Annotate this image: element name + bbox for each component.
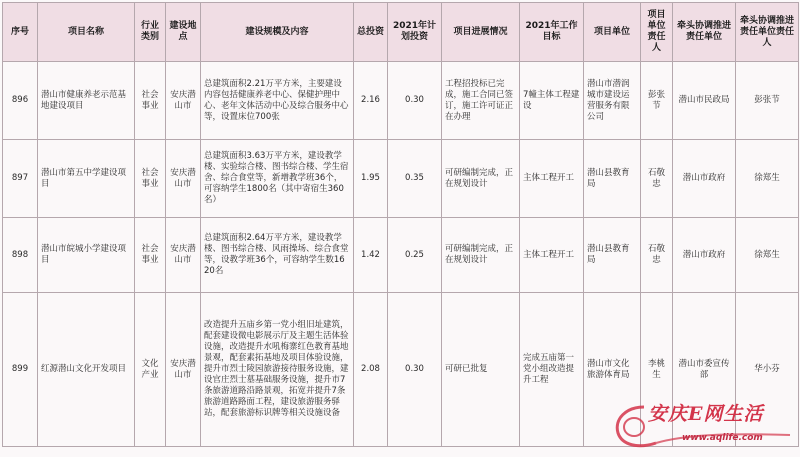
watermark-url: www.aqlife.com: [682, 433, 763, 443]
cell-seq: 898: [3, 218, 38, 293]
cell-unit: 潜山市文化旅游体育局: [584, 293, 641, 447]
cell-industry: 文化产业: [135, 293, 166, 447]
cell-lead-person: 徐郑生: [736, 218, 799, 293]
table-row: [3, 218, 799, 293]
header-plan2021: 2021年计划投资: [388, 3, 442, 62]
cell-progress: 可研编制完成，正在规划设计: [442, 218, 520, 293]
cell-unit-person: 石敬忠: [641, 218, 673, 293]
cell-industry: 社会事业: [135, 140, 166, 218]
header-seq: 序号: [3, 3, 38, 62]
cell-plan2021: 0.30: [388, 62, 442, 140]
cell-unit-person: 李桃生: [641, 293, 673, 447]
header-name: 项目名称: [38, 3, 135, 62]
cell-progress: 工程招投标已完成，施工合同已签订，施工许可证正在办理: [442, 62, 520, 140]
cell-name: 潜山市皖城小学建设项目: [38, 218, 135, 293]
cell-total: 2.16: [354, 62, 388, 140]
cell-name: 潜山市第五中学建设项目: [38, 140, 135, 218]
cell-industry: 社会事业: [135, 62, 166, 140]
cell-seq: 899: [3, 293, 38, 447]
header-lead-unit: 牵头协调推进责任单位: [673, 3, 736, 62]
cell-scale: 总建筑面积2.21万平方米，主要建设内容包括健康养老中心、保健护理中心、老年文体活动中心及综合服务中心等，设置床位700张: [201, 62, 354, 140]
cell-lead-person: 华小芬: [736, 293, 799, 447]
cell-location: 安庆潜山市: [166, 62, 201, 140]
cell-unit: 潜山市潜润城市建设运营服务有限公司: [584, 62, 641, 140]
cell-progress: 可研已批复: [442, 293, 520, 447]
cell-scale: 总建筑面积2.64万平方米，建设教学楼、图书综合楼、风雨操场、综合食堂等，设教学班36个，可容纳学生数1620名: [201, 218, 354, 293]
cell-unit: 潜山县教育局: [584, 140, 641, 218]
header-scale: 建设规模及内容: [201, 3, 354, 62]
cell-location: 安庆潜山市: [166, 293, 201, 447]
header-industry: 行业类别: [135, 3, 166, 62]
header-lead-person: 牵头协调推进责任单位责任人: [736, 3, 799, 62]
cell-lead-unit: 潜山市委宣传部: [673, 293, 736, 447]
cell-unit-person: 彭张节: [641, 62, 673, 140]
cell-plan2021: 0.35: [388, 140, 442, 218]
cell-total: 1.95: [354, 140, 388, 218]
cell-name: 红源潜山文化开发项目: [38, 293, 135, 447]
cell-industry: 社会事业: [135, 218, 166, 293]
cell-target2021: 完成五庙第一党小组改造提升工程: [520, 293, 584, 447]
site-watermark: [604, 393, 794, 455]
cell-lead-unit: 潜山市民政局: [673, 62, 736, 140]
cell-scale: 总建筑面积3.63万平方米，建设教学楼、实验综合楼、图书综合楼、学生宿舍、综合食堂等，新增教学班36个，可容纳学生1800名（其中寄宿生360名）: [201, 140, 354, 218]
cell-seq: 897: [3, 140, 38, 218]
table-row: [3, 62, 799, 140]
header-target2021: 2021年工作目标: [520, 3, 584, 62]
cell-total: 1.42: [354, 218, 388, 293]
cell-target2021: 7幢主体工程建设: [520, 62, 584, 140]
cell-seq: 896: [3, 62, 38, 140]
header-total: 总投资: [354, 3, 388, 62]
cell-total: 2.08: [354, 293, 388, 447]
cell-unit: 潜山县教育局: [584, 218, 641, 293]
cell-location: 安庆潜山市: [166, 140, 201, 218]
table-row: [3, 140, 799, 218]
cell-lead-unit: 潜山市政府: [673, 218, 736, 293]
watermark-text: 安庆E网生活: [648, 403, 764, 425]
cell-name: 潜山市健康养老示范基地建设项目: [38, 62, 135, 140]
cell-lead-person: 彭张节: [736, 62, 799, 140]
cell-target2021: 主体工程开工: [520, 218, 584, 293]
cell-lead-unit: 潜山市政府: [673, 140, 736, 218]
header-location: 建设地点: [166, 3, 201, 62]
cell-scale: 改造提升五庙乡第一党小组旧址建筑，配套建设微电影展示厅及主题生活体验设施，改造提升水吼梅寨红色教育基地景观，配套素拓基地及项目体验设施，提升市烈士陵园旅游接待服务设施，建设官庄烈士墓基础服务设施，提升市7条旅游道路沿路景观，拓宽并提升7条旅游道路路面工程，建设旅游服务驿站，配套旅游标识牌等相关设施设备: [201, 293, 354, 447]
cell-location: 安庆潜山市: [166, 218, 201, 293]
cell-plan2021: 0.25: [388, 218, 442, 293]
cell-target2021: 主体工程开工: [520, 140, 584, 218]
cell-plan2021: 0.30: [388, 293, 442, 447]
cell-lead-person: 徐郑生: [736, 140, 799, 218]
header-unit: 项目单位: [584, 3, 641, 62]
header-progress: 项目进展情况: [442, 3, 520, 62]
header-unit-person: 项目单位责任人: [641, 3, 673, 62]
header-row: [3, 3, 799, 62]
project-table: [2, 2, 799, 447]
cell-progress: 可研编制完成，正在规划设计: [442, 140, 520, 218]
cell-unit-person: 石敬忠: [641, 140, 673, 218]
